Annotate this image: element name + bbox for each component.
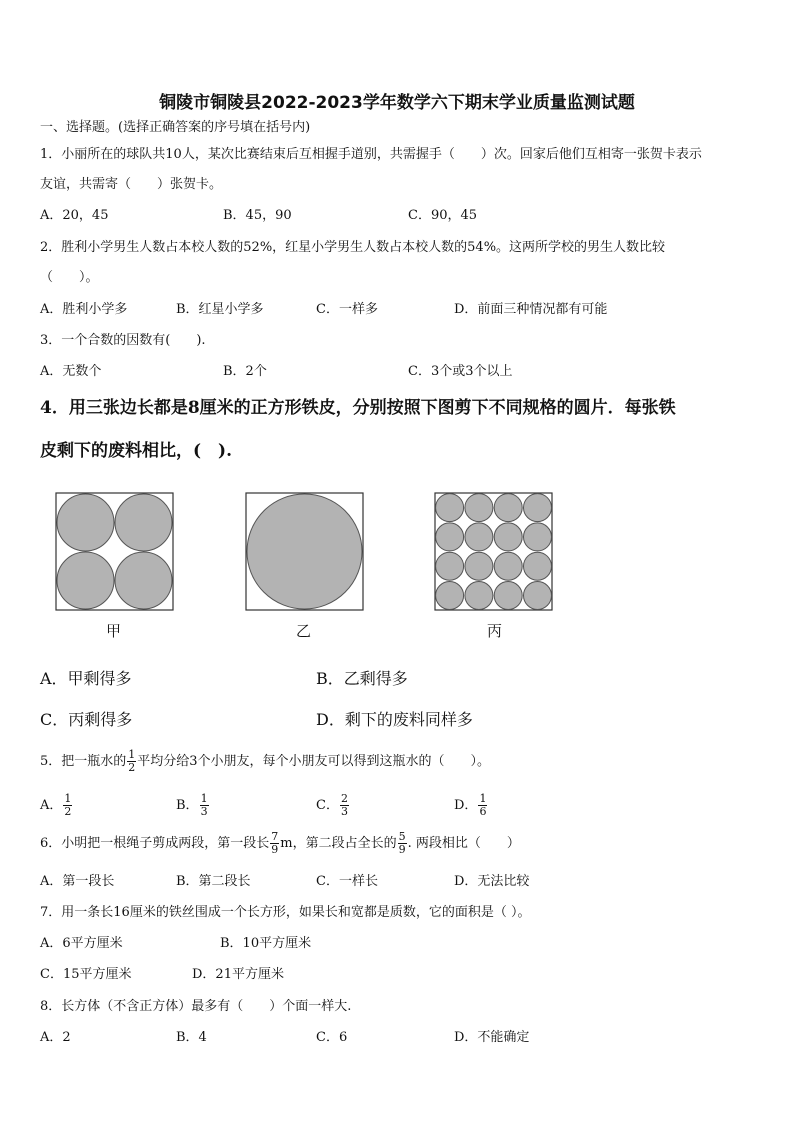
q5-text-pre: 5．把一瓶水的	[40, 754, 127, 769]
figure-bing-circle	[436, 552, 464, 580]
figure-bing-circle	[494, 552, 522, 580]
q1-text-line2: 友谊，共需寄（ ）张贺卡。	[40, 177, 223, 192]
page-title: 铜陵市铜陵县2022-2023学年数学六下期末学业质量监测试题	[159, 93, 635, 113]
q5-text	[40, 748, 490, 776]
q4-option-c[interactable]: C．丙剩得多	[40, 710, 133, 729]
figure-bing-circle	[436, 523, 464, 551]
figure-bing-circle	[524, 552, 552, 580]
q7-option-d[interactable]: D．21平方厘米	[192, 967, 284, 982]
figure-bing-circle	[494, 582, 522, 610]
q1-text-line1: 1．小丽所在的球队共10人，某次比赛结束后互相握手道别，共需握手（ ）次。回家后他们互相寄一张贺卡表示	[40, 147, 702, 162]
figure-bing-circle	[524, 582, 552, 610]
q7-option-c[interactable]: C．15平方厘米	[40, 967, 132, 982]
figure-bing	[434, 492, 554, 612]
figure-bing-circle	[436, 494, 464, 522]
q5-text-post: 平均分给3个小朋友，每个小朋友可以得到这瓶水的（ ）。	[137, 754, 491, 769]
q8-option-a[interactable]: A．2	[40, 1030, 71, 1045]
q6-fraction-2: $\frac{5}{9}$	[398, 830, 406, 856]
q8-option-b[interactable]: B．4	[176, 1030, 207, 1045]
q3-option-c[interactable]: C．3个或3个以上	[408, 364, 513, 379]
q4-text-line2: 皮剩下的废料相比，( ).	[40, 441, 233, 461]
q6-option-c[interactable]: C．一样长	[316, 874, 378, 889]
q2-text-line1: 2．胜利小学男生人数占本校人数的52%，红星小学男生人数占本校人数的54%。这两所学校的男生人数比较	[40, 240, 666, 255]
q7-text: 7．用一条长16厘米的铁丝围成一个长方形，如果长和宽都是质数，它的面积是（ ）。	[40, 905, 531, 920]
q1-option-a[interactable]: A．20，45	[40, 208, 109, 223]
q2-option-d[interactable]: D．前面三种情况都有可能	[454, 302, 608, 317]
q5-option-b[interactable]: B． $\frac{1}{3}$	[176, 792, 208, 818]
q6-option-b[interactable]: B．第二段长	[176, 874, 251, 889]
figure-yi	[245, 492, 365, 612]
q1-option-c[interactable]: C．90，45	[408, 208, 478, 223]
q2-text-line2: （ ）。	[40, 270, 99, 285]
q4-option-b[interactable]: B．乙剩得多	[316, 669, 408, 688]
q7-option-a[interactable]: A．6平方厘米	[40, 936, 123, 951]
figure-caption-yi: 乙	[296, 622, 312, 640]
figure-caption-jia: 甲	[106, 622, 122, 640]
figure-bing-circle	[465, 494, 493, 522]
figure-bing-circle	[465, 582, 493, 610]
q2-option-a[interactable]: A．胜利小学多	[40, 302, 128, 317]
q7-option-b[interactable]: B．10平方厘米	[220, 936, 312, 951]
q2-option-b[interactable]: B．红星小学多	[176, 302, 264, 317]
figure-bing-circle	[436, 582, 464, 610]
figure-bing-circle	[465, 523, 493, 551]
q5-option-a[interactable]: A． $\frac{1}{2}$	[40, 792, 72, 818]
figure-bing-circle	[494, 523, 522, 551]
q3-option-b[interactable]: B．2个	[223, 364, 267, 379]
q5-option-d[interactable]: D． $\frac{1}{6}$	[454, 792, 487, 818]
figure-bing-circle	[524, 523, 552, 551]
q5-option-c[interactable]: C． $\frac{2}{3}$	[316, 792, 348, 818]
figure-jia	[55, 492, 175, 612]
section-heading: 一、选择题。(选择正确答案的序号填在括号内)	[40, 120, 311, 135]
q4-option-a[interactable]: A．甲剩得多	[40, 669, 132, 688]
q8-option-d[interactable]: D．不能确定	[454, 1030, 530, 1045]
q1-option-b[interactable]: B．45，90	[223, 208, 292, 223]
figure-bing-circle	[494, 494, 522, 522]
q3-text: 3．一个合数的因数有( ).	[40, 333, 206, 348]
q8-text: 8．长方体（不含正方体）最多有（ ）个面一样大.	[40, 999, 352, 1014]
q6-text: 6．小明把一根绳子剪成两段，第一段长 $\frac{7}{9}$ m，第二段占全长的 $\frac{5}{9}$ . 两段相比（ ）	[40, 830, 520, 856]
q6-fraction-1: $\frac{7}{9}$	[271, 830, 279, 856]
q5-fraction: $\frac{1}{2}$	[128, 748, 136, 774]
q8-option-c[interactable]: C．6	[316, 1030, 348, 1045]
q2-option-c[interactable]: C．一样多	[316, 302, 378, 317]
figure-caption-bing: 丙	[487, 622, 503, 640]
q4-option-d[interactable]: D．剩下的废料同样多	[316, 710, 473, 729]
q3-option-a[interactable]: A．无数个	[40, 364, 102, 379]
figure-bing-circle	[465, 552, 493, 580]
q4-text-line1: 4．用三张边长都是8厘米的正方形铁皮，分别按照下图剪下不同规格的圆片．每张铁	[40, 398, 676, 418]
q6-option-d[interactable]: D．无法比较	[454, 874, 530, 889]
q6-option-a[interactable]: A．第一段长	[40, 874, 115, 889]
figure-bing-circle	[524, 494, 552, 522]
